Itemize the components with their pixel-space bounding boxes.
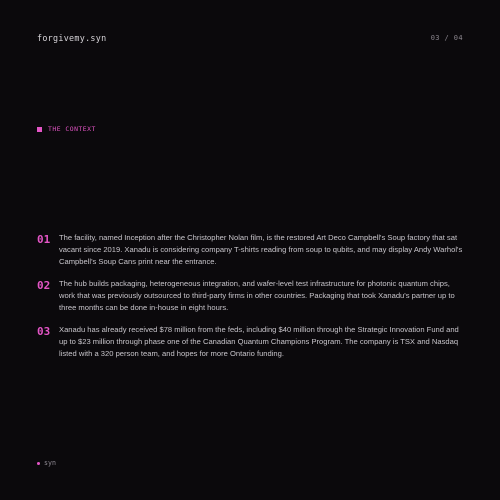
list-item — [37, 324, 463, 360]
section-label-text: THE CONTEXT — [48, 125, 96, 133]
item-number: 03 — [37, 325, 51, 338]
dot-icon — [37, 462, 40, 465]
list-item — [37, 278, 463, 314]
item-text: The facility, named Inception after the Christopher Nolan film, is the restored Art Deco Campbell's Soup factory that sat vacant since 2019. Xanadu is considering company T-shirts reading from soup to qubits, and may display Andy Warhol's Campbell's Soup Cans print near the entrance. — [59, 233, 463, 266]
item-number: 01 — [37, 233, 51, 246]
footer — [37, 459, 56, 467]
context-list — [37, 232, 463, 370]
item-number: 02 — [37, 279, 51, 292]
square-bullet-icon — [37, 127, 42, 132]
item-text: Xanadu has already received $78 million from the feds, including $40 million through the Strategic Innovation Fund and up to $23 million through phase one of the Canadian Quantum Champions Program. The company is TSX and Nasdaq listed with a 320 person team, and hopes for more Ontario funding. — [59, 325, 459, 358]
footer-label: syn — [44, 459, 56, 467]
section-label — [37, 125, 96, 133]
list-item — [37, 232, 463, 268]
brand-name: forgivemy.syn — [37, 33, 107, 43]
item-text: The hub builds packaging, heterogeneous integration, and wafer-level test infrastructure for photonic quantum chips, work that was previously outsourced to third-party firms in other countries. Packaging that took Xanadu's partner up to three months can be done in-house in eight hours. — [59, 279, 455, 312]
page-counter: 03 / 04 — [430, 34, 463, 42]
